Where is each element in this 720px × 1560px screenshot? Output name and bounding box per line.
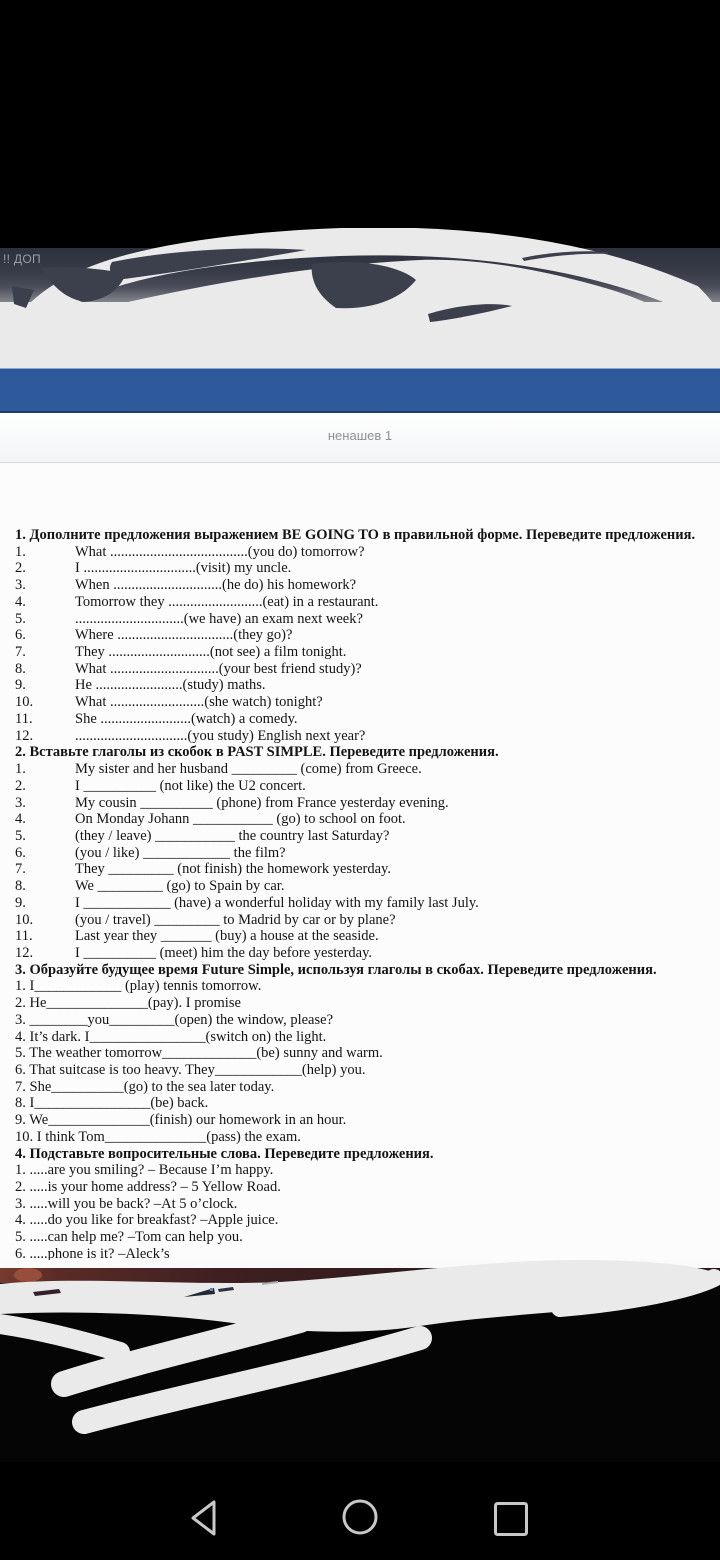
- item-text: What ..............................(your best friend study)?: [75, 660, 362, 677]
- exercise-item: 2. He______________(pay). I promise: [15, 995, 241, 1012]
- item-number: 7.: [15, 644, 26, 661]
- exercise-item: 8. I________________(be) back.: [15, 1095, 209, 1112]
- item-text: When ..............................(he do) his homework?: [75, 577, 357, 594]
- item-number: 10.: [15, 694, 34, 711]
- item-number: 10.: [15, 911, 34, 928]
- exercise-item: [15, 828, 705, 845]
- exercise-item: [15, 711, 705, 728]
- back-triangle-icon: [193, 1502, 214, 1534]
- exercise-item: 6. That suitcase is too heavy. They____________(help) you.: [15, 1062, 366, 1078]
- item-text: He ........................(study) maths.: [75, 677, 266, 694]
- nav-home-button[interactable]: [340, 1497, 380, 1537]
- exercise-item: 3. ________you_________(open) the window, please?: [15, 1011, 334, 1028]
- item-number: 12.: [15, 727, 34, 744]
- exercise-item: [15, 912, 705, 929]
- exercise-item: 10. I think Tom______________(pass) the exam.: [15, 1128, 301, 1145]
- item-text: On Monday Johann ___________ (go) to school on foot.: [75, 811, 406, 828]
- document-tab-label[interactable]: ненашев 1: [327, 428, 393, 443]
- white-scribble-overlay-top: [0, 228, 720, 368]
- item-text: My sister and her husband _________ (come) from Greece.: [75, 761, 422, 778]
- item-number: 2.: [15, 560, 26, 577]
- exercise-item: 2. .....is your home address? – 5 Yellow Road.: [15, 1179, 281, 1196]
- item-text: My cousin __________ (phone) from France yesterday evening.: [75, 794, 449, 811]
- exercise-item: 9. We______________(finish) our homework in an hour.: [15, 1112, 347, 1129]
- exercise-item: [15, 861, 705, 878]
- nav-back-button[interactable]: [188, 1498, 228, 1538]
- exercise-item: 5. The weather tomorrow_____________(be) sunny and warm.: [15, 1045, 383, 1062]
- exercise-item: 3. .....will you be back? –At 5 o’clock.: [15, 1195, 238, 1212]
- item-text: ..............................(we have) an exam next week?: [75, 610, 363, 627]
- exercise-item: 1. I____________ (play) tennis tomorrow.: [15, 978, 262, 995]
- item-text: Last year they _______ (buy) a house at the seaside.: [75, 928, 379, 945]
- exercise-item: [15, 895, 705, 912]
- exercise-title: 2. Вставьте глаголы из скобок в PAST SIMPLE. Переведите предложения.: [15, 744, 499, 761]
- item-number: 1.: [15, 761, 26, 778]
- exercise-item: [15, 644, 705, 661]
- item-number: 1.: [15, 543, 26, 560]
- item-text: She .........................(watch) a comedy.: [75, 710, 298, 727]
- home-circle-icon: [344, 1501, 376, 1533]
- exercise-item: 1. .....are you smiling? – Because I’m happy.: [15, 1162, 274, 1179]
- exercise-item: 6. .....phone is it? –Aleck’s: [15, 1245, 170, 1260]
- exercise-item: 4. .....do you like for breakfast? –Apple juice.: [15, 1212, 279, 1229]
- item-text: What ..........................(she watch) tonight?: [75, 694, 323, 711]
- item-number: 4.: [15, 593, 26, 610]
- exercise-item: [15, 878, 705, 895]
- white-scribble-overlay-bottom: [0, 1256, 720, 1462]
- item-number: 9.: [15, 894, 26, 911]
- item-text: (they / leave) ___________ the country last Saturday?: [75, 827, 390, 844]
- item-number: 8.: [15, 878, 26, 895]
- item-number: 7.: [15, 861, 26, 878]
- exercise-item: [15, 761, 705, 778]
- blue-ribbon-bar: [0, 368, 720, 413]
- item-number: 6.: [15, 844, 26, 861]
- item-number: 2.: [15, 777, 26, 794]
- exercise-item: [15, 845, 705, 862]
- exercise-item: [15, 611, 705, 628]
- item-text: (you / travel) _________ to Madrid by car or by plane?: [75, 911, 396, 928]
- exercise-item: [15, 560, 705, 577]
- exercise-title: 4. Подставьте вопросительные слова. Переведите предложения.: [15, 1145, 434, 1162]
- item-number: 12.: [15, 944, 34, 961]
- item-text: I ____________ (have) a wonderful holiday with my family last July.: [75, 894, 479, 911]
- exercise-item: 4. It’s dark. I________________(switch on) the light.: [15, 1028, 327, 1045]
- status-notification-text: !! ДОП: [3, 252, 41, 266]
- exercise-item: [15, 694, 705, 711]
- document-page[interactable]: [0, 463, 720, 1260]
- recents-square-icon: [496, 1504, 527, 1535]
- exercise-item: [15, 728, 705, 745]
- exercise-item: [15, 627, 705, 644]
- document-tab-strip: [0, 413, 720, 463]
- item-number: 11.: [15, 928, 33, 945]
- exercise-item: 7. She__________(go) to the sea later today.: [15, 1078, 275, 1095]
- item-number: 3.: [15, 794, 26, 811]
- item-text: Where ................................(they go)?: [75, 627, 293, 644]
- item-number: 9.: [15, 677, 26, 694]
- item-text: They _________ (not finish) the homework yesterday.: [75, 861, 391, 878]
- nav-recents-button[interactable]: [491, 1499, 531, 1539]
- item-text: I ...............................(visit) my uncle.: [75, 560, 292, 577]
- item-number: 6.: [15, 627, 26, 644]
- item-text: Tomorrow they ..........................(eat) in a restaurant.: [75, 593, 379, 610]
- exercise-item: [15, 544, 705, 561]
- exercise-item: [15, 928, 705, 945]
- item-number: 5.: [15, 610, 26, 627]
- exercise-item: [15, 945, 705, 962]
- item-text: I __________ (not like) the U2 concert.: [75, 777, 306, 794]
- exercise-item: [15, 661, 705, 678]
- item-number: 4.: [15, 811, 26, 828]
- exercise-item: 5. .....can help me? –Tom can help you.: [15, 1229, 243, 1246]
- exercise-item: [15, 577, 705, 594]
- item-text: I __________ (meet) him the day before yesterday.: [75, 944, 373, 961]
- item-number: 3.: [15, 577, 26, 594]
- item-number: 8.: [15, 660, 26, 677]
- item-text: ...............................(you study) English next year?: [75, 727, 366, 744]
- item-number: 5.: [15, 827, 26, 844]
- exercise-title: 1. Дополните предложения выражением BE GOING TO в правильной форме. Переведите предложения.: [15, 527, 696, 543]
- item-text: (you / like) ____________ the film?: [75, 844, 286, 861]
- exercise-item: [15, 811, 705, 828]
- exercise-title: 3. Образуйте будущее время Future Simple, используя глаголы в скобах. Переведите предложения.: [15, 961, 657, 978]
- exercise-item: [15, 594, 705, 611]
- item-text: What ......................................(you do) tomorrow?: [75, 543, 365, 560]
- exercise-item: [15, 778, 705, 795]
- exercise-item: [15, 795, 705, 812]
- item-text: They ............................(not see) a film tonight.: [75, 644, 347, 661]
- exercise-item: [15, 677, 705, 694]
- item-text: We _________ (go) to Spain by car.: [75, 878, 285, 895]
- item-number: 11.: [15, 710, 33, 727]
